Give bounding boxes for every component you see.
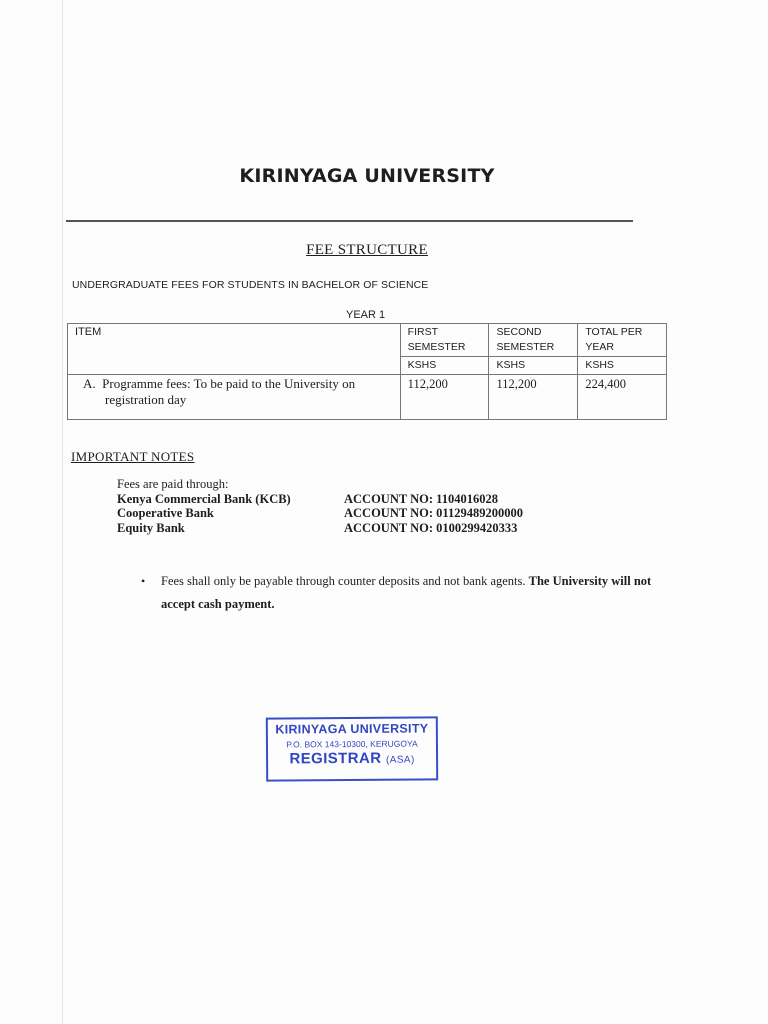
currency-total: KSHS bbox=[578, 357, 667, 375]
page-edge bbox=[62, 0, 63, 1024]
row-label: A. Programme fees: To be paid to the University on registration day bbox=[68, 375, 401, 420]
fee-structure-heading: FEE STRUCTURE bbox=[306, 242, 428, 258]
header-first-semester: FIRST SEMESTER bbox=[400, 324, 489, 357]
header-item: ITEM bbox=[68, 324, 401, 375]
bank-row-cooperative: Cooperative Bank ACCOUNT NO: 01129489200000 bbox=[117, 506, 523, 520]
bank-list bbox=[117, 477, 523, 535]
header-second-semester: SECOND SEMESTER bbox=[489, 324, 578, 357]
registrar-stamp: KIRINYAGA UNIVERSITY P.O. BOX 143-10300, KERUGOYA REGISTRAR (ASA) bbox=[266, 716, 438, 781]
currency-second: KSHS bbox=[489, 357, 578, 375]
bank-row-equity: Equity Bank ACCOUNT NO: 0100299420333 bbox=[117, 520, 518, 535]
bank-intro: Fees are paid through: bbox=[117, 477, 229, 491]
fee-table bbox=[67, 323, 667, 420]
row-second-semester-value: 112,200 bbox=[489, 375, 578, 420]
row-total-value: 224,400 bbox=[578, 375, 667, 420]
bank-row-kcb: Kenya Commercial Bank (KCB) ACCOUNT NO: 1104016028 bbox=[117, 491, 498, 506]
programme-subheading: UNDERGRADUATE FEES FOR STUDENTS IN BACHELOR OF SCIENCE bbox=[72, 279, 429, 291]
title-divider bbox=[66, 220, 633, 222]
important-notes-heading: IMPORTANT NOTES bbox=[71, 449, 195, 464]
year-label: YEAR 1 bbox=[346, 309, 386, 321]
header-total-per-year: TOTAL PER YEAR bbox=[578, 324, 667, 357]
bullet-icon: • bbox=[141, 574, 146, 588]
table-row bbox=[68, 375, 667, 420]
row-first-semester-value: 112,200 bbox=[400, 375, 489, 420]
currency-first: KSHS bbox=[400, 357, 489, 375]
page-title: KIRINYAGA UNIVERSITY bbox=[239, 165, 495, 187]
table-header-row bbox=[68, 324, 667, 357]
payment-note: • Fees shall only be payable through counter deposits and not bank agents. The University will not accept cash payment. bbox=[141, 570, 671, 616]
